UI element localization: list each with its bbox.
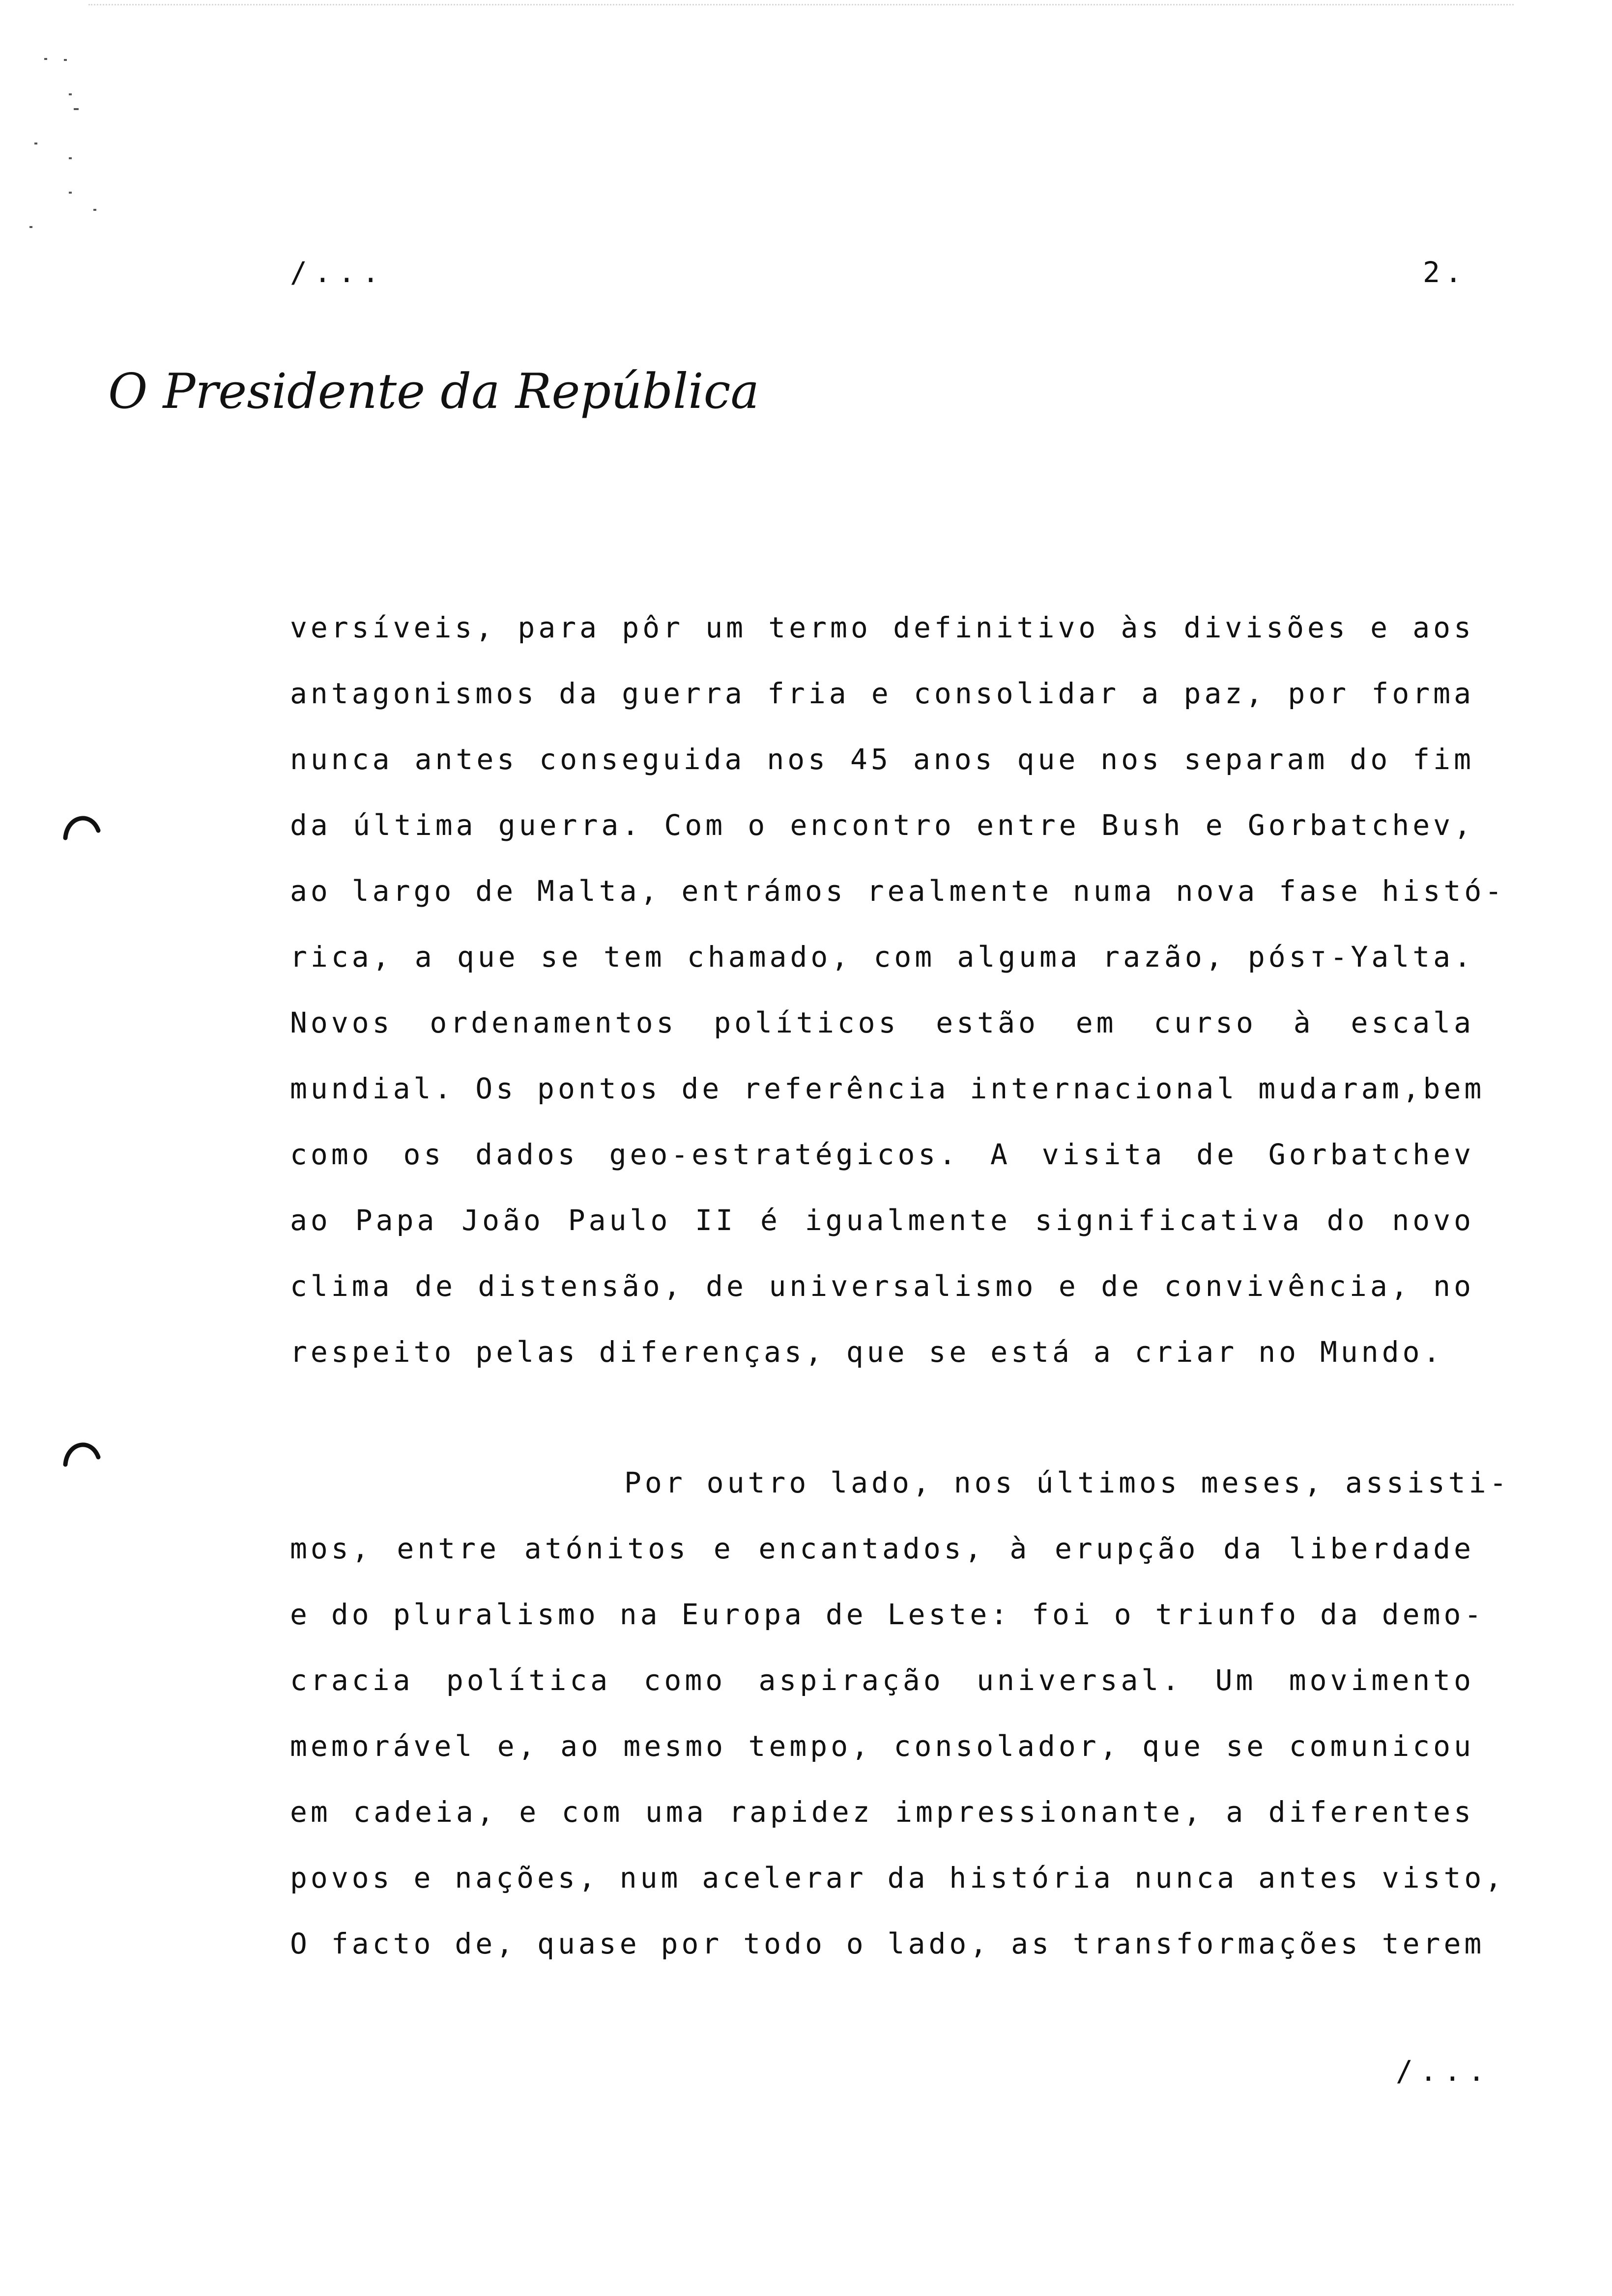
text-line: mundial. Os pontos de referência internacional mudaram,bem [290,1072,1485,1105]
text-line: em cadeia, e com uma rapidez impressionante, a diferentes [290,1795,1474,1829]
punch-hole-mark [61,1437,101,1467]
text-line: e do pluralismo na Europa de Leste: foi o triunfo da demo- [290,1598,1485,1631]
text-line: rica, a que se tem chamado, com alguma razão, pósт-Yalta. [290,940,1474,974]
page-number: 2. [1423,256,1467,289]
paragraph-2 [290,1450,1510,1977]
paragraph-1 [290,595,1506,1385]
text-line: ao Papa João Paulo II é igualmente significativa do novo [290,1204,1474,1237]
text-line: respeito pelas diferenças, que se está a criar no Mundo. [290,1335,1444,1369]
text-line: versíveis, para pôr um termo definitivo às divisões e aos [290,611,1474,644]
text-line: O facto de, quase por todo o lado, as transformações terem [290,1927,1485,1960]
text-line: Por outro lado, nos últimos meses, assisti- [624,1466,1510,1499]
text-line: Novos ordenamentos políticos estão em curso à escala [290,1006,1474,1039]
text-line: memorável e, ao mesmo tempo, consolador, que se comunicou [290,1729,1474,1763]
continuation-marker-bottom: /... [1396,2054,1492,2088]
scan-edge-noise [88,4,1514,9]
text-line: como os dados geo-estratégicos. A visita de Gorbatchev [290,1138,1474,1171]
text-line: mos, entre atónitos e encantados, à erupção da liberdade [290,1532,1474,1565]
letterhead-script [103,344,759,442]
punch-hole-mark [61,811,101,840]
text-line: cracia política como aspiração universal. Um movimento [290,1664,1474,1697]
text-line: nunca antes conseguida nos 45 anos que nos separam do fim [290,743,1474,776]
text-line: da última guerra. Com o encontro entre Bush e Gorbatchev, [290,808,1474,842]
text-line: ao largo de Malta, entrámos realmente numa nova fase histó- [290,874,1506,908]
text-line: clima de distensão, de universalismo e de convivência, no [290,1269,1474,1303]
letterhead [103,344,759,442]
letterhead-text: O Presidente da República [108,364,759,420]
continuation-marker-top: /... [290,256,386,289]
text-line: povos e nações, num acelerar da história nunca antes visto, [290,1861,1506,1894]
text-line: antagonismos da guerra fria e consolidar a paz, por forma [290,677,1474,710]
